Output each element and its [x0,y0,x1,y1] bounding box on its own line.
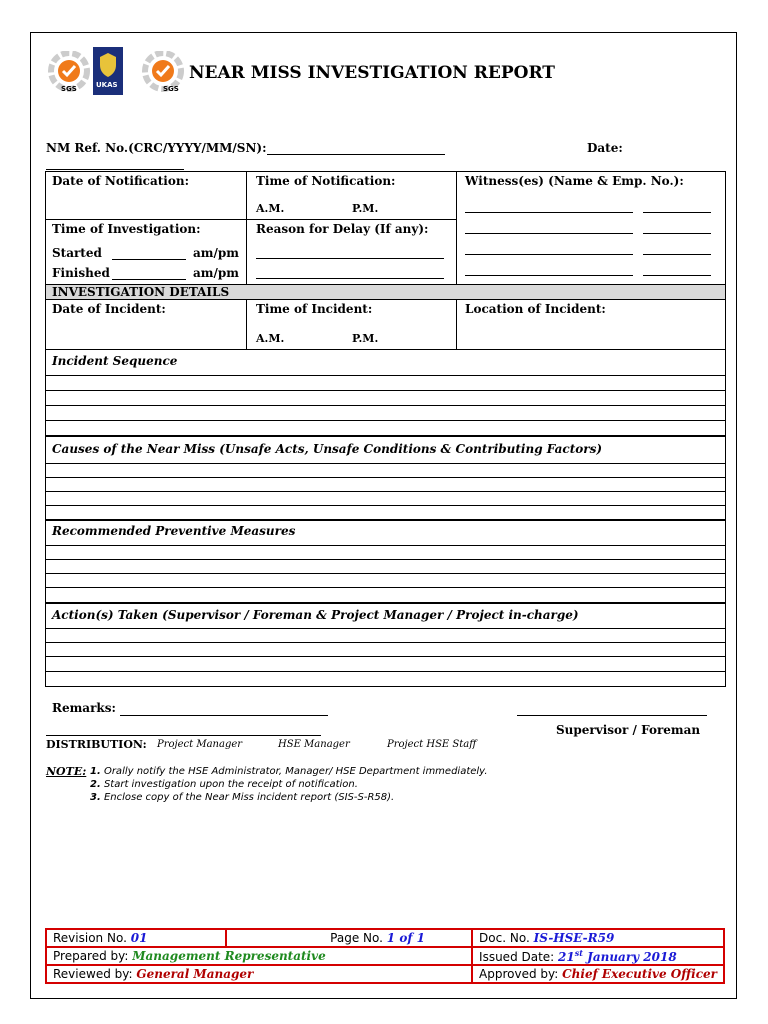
writing-line[interactable] [46,477,725,478]
remarks-line-2[interactable] [46,735,321,736]
writing-line[interactable] [46,375,725,376]
page-value: 1 of 1 [386,931,426,945]
sgs-logo-right [141,51,185,95]
supervisor-signature-line[interactable] [517,715,707,716]
witness-emp-field[interactable] [643,233,711,234]
writing-line[interactable] [46,628,725,629]
witness-name-field[interactable] [465,212,633,213]
issued-rest: January 2018 [587,950,677,964]
col-divider [456,300,457,349]
date-of-notification-label: Date of Notification: [52,174,190,188]
reviewed-label: Reviewed by: [53,967,133,981]
note-item-1 [90,766,488,777]
nm-ref-field[interactable] [267,154,445,155]
witness-name-field[interactable] [465,233,633,234]
issued-day: 21 [558,950,575,964]
note-text: Enclose copy of the Near Miss incident report (SIS-S-R58). [103,792,395,803]
note-num: 2. [90,779,101,790]
prepared-label: Prepared by: [53,949,129,963]
revision-cell [46,929,226,947]
note-text: Start investigation upon the receipt of notification. [103,779,358,790]
section-divider [46,435,725,437]
witness-label: Witness(es) (Name & Emp. No.): [465,174,684,188]
time-of-incident-label: Time of Incident: [256,302,373,316]
writing-line[interactable] [46,405,725,406]
sgs-logo-text: SGS [163,85,179,93]
started-field[interactable] [112,259,186,260]
page-cell [226,929,472,947]
time-of-investigation-label: Time of Investigation: [52,222,201,236]
sgs-logo-text: SGS [61,85,77,93]
doc-no-cell [472,929,724,947]
ukas-logo-text: UKAS [96,81,118,89]
reason-field[interactable] [256,278,444,279]
incident-am-label: A.M. [256,332,285,345]
am-label: A.M. [256,202,285,215]
writing-line[interactable] [46,642,725,643]
writing-line[interactable] [46,587,725,588]
finished-field[interactable] [112,279,186,280]
writing-line[interactable] [46,656,725,657]
finished-ampm-label: am/pm [193,266,239,280]
note-num: 1. [90,766,101,777]
finished-label: Finished [52,266,110,280]
witness-name-field[interactable] [465,275,633,276]
writing-line[interactable] [46,505,725,506]
note-text: Orally notify the HSE Administrator, Manager/ HSE Department immediately. [103,766,488,777]
writing-line[interactable] [46,671,725,672]
actions-taken-label: Action(s) Taken (Supervisor / Foreman & Project Manager / Project in-charge) [52,608,579,622]
date-label: Date: [587,141,623,155]
note-label: NOTE: [46,765,87,778]
doc-no-value: IS-HSE-R59 [533,931,615,945]
issued-sup: st [574,948,583,958]
col-divider [246,300,247,349]
writing-line[interactable] [46,573,725,574]
incident-sequence-label: Incident Sequence [52,354,178,368]
supervisor-foreman-label: Supervisor / Foreman [556,723,701,737]
witness-name-field[interactable] [465,254,633,255]
date-field[interactable] [46,169,184,170]
col-divider [246,172,247,284]
prepared-value: Management Representative [132,949,326,963]
report-table [45,171,726,687]
note-num: 3. [90,792,101,803]
pm-label: P.M. [352,202,379,215]
writing-line[interactable] [46,420,725,421]
writing-line[interactable] [46,559,725,560]
investigation-details-header: INVESTIGATION DETAILS [46,284,725,300]
issued-value [558,950,677,964]
approved-cell [472,965,724,983]
reason-for-delay-label: Reason for Delay (If any): [256,222,429,236]
page-title: NEAR MISS INVESTIGATION REPORT [189,63,555,83]
writing-line[interactable] [46,463,725,464]
section-divider [46,519,725,521]
distribution-item: Project Manager [157,739,243,750]
col-divider [456,172,457,284]
section-divider [46,602,725,604]
remarks-label: Remarks: [52,701,116,715]
ukas-logo [93,47,123,95]
nm-ref-text: NM Ref. No.(CRC/YYYY/MM/SN): [46,141,267,155]
prepared-cell [46,947,472,965]
distribution-item: HSE Manager [278,739,350,750]
row-divider [46,219,456,220]
row-divider [46,349,725,350]
distribution-label: DISTRIBUTION: [46,738,147,751]
witness-emp-field[interactable] [643,275,711,276]
issued-cell [472,947,724,965]
time-of-notification-label: Time of Notification: [256,174,396,188]
causes-label: Causes of the Near Miss (Unsafe Acts, Unsafe Conditions & Contributing Factors) [52,442,603,456]
location-of-incident-label: Location of Incident: [465,302,606,316]
incident-pm-label: P.M. [352,332,379,345]
writing-line[interactable] [46,491,725,492]
reviewed-value: General Manager [136,967,254,981]
started-ampm-label: am/pm [193,246,239,260]
reviewed-cell [46,965,472,983]
issued-label: Issued Date: [479,950,555,964]
page-label: Page No. [330,931,383,945]
preventive-measures-label: Recommended Preventive Measures [52,524,296,538]
sgs-logo-left [47,51,91,95]
writing-line[interactable] [46,545,725,546]
witness-emp-field[interactable] [643,212,711,213]
revision-label: Revision No. [53,931,127,945]
distribution-item: Project HSE Staff [387,739,477,750]
nm-ref-label [46,141,445,155]
report-page [30,32,737,999]
started-label: Started [52,246,102,260]
witness-emp-field[interactable] [643,254,711,255]
note-item-3 [90,792,394,803]
document-control-table [45,928,725,984]
date-of-incident-label: Date of Incident: [52,302,166,316]
approved-value: Chief Executive Officer [562,967,717,981]
remarks-field[interactable] [120,715,328,716]
reason-field[interactable] [256,258,444,259]
revision-value: 01 [130,931,148,945]
note-item-2 [90,779,358,790]
approved-label: Approved by: [479,967,559,981]
doc-no-label: Doc. No. [479,931,530,945]
writing-line[interactable] [46,390,725,391]
